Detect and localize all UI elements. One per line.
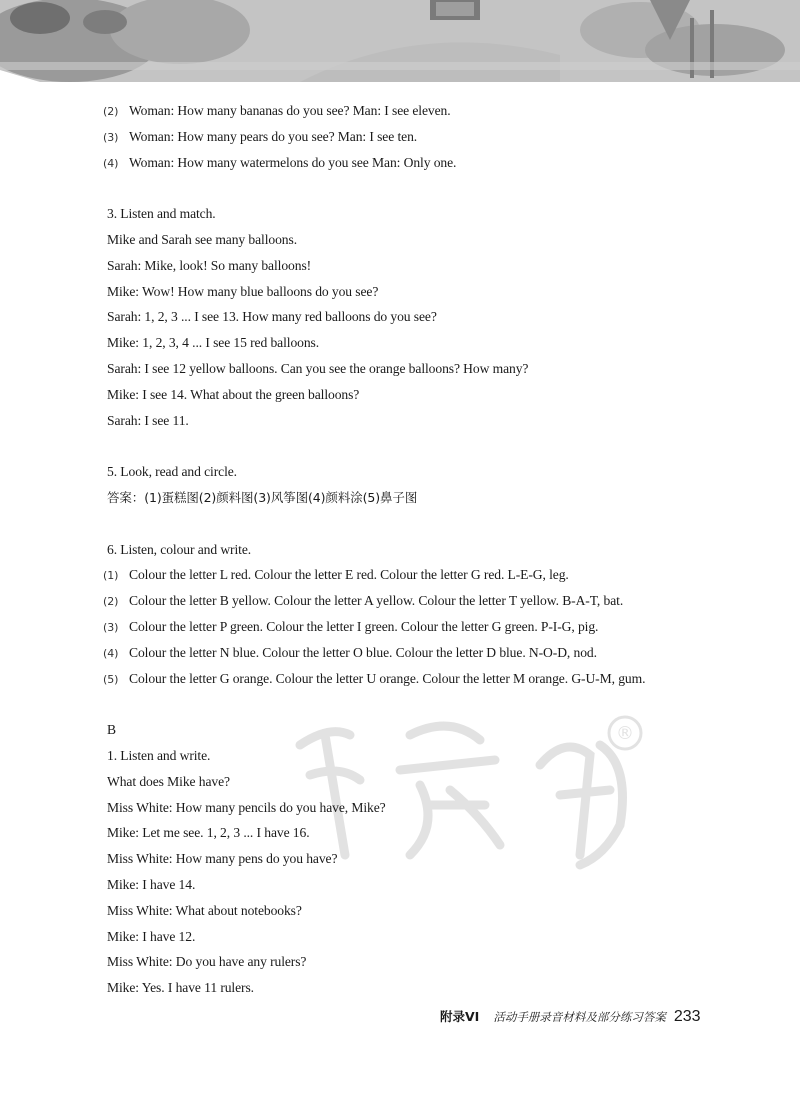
banner-art bbox=[0, 0, 800, 82]
appendix-title: 活动手册录音材料及部分练习答案 bbox=[493, 1010, 666, 1024]
page-content bbox=[103, 98, 747, 1001]
transcript-line: What does Mike have? bbox=[107, 773, 230, 789]
transcript-line bbox=[103, 640, 747, 666]
line-text: Woman: How many watermelons do you see Man: Only one. bbox=[129, 154, 457, 170]
line-text: Colour the letter P green. Colour the letter I green. Colour the letter G green. P-I-G, pig. bbox=[129, 618, 599, 634]
transcript-line bbox=[103, 150, 747, 176]
transcript-line: Miss White: What about notebooks? bbox=[107, 902, 302, 918]
section-3-listen-and-match bbox=[107, 201, 747, 433]
transcript-line bbox=[103, 98, 747, 124]
part-label: B bbox=[107, 722, 116, 738]
item-number: (3) bbox=[103, 130, 119, 144]
transcript-line: Sarah: 1, 2, 3 ... I see 13. How many red balloons do you see? bbox=[107, 309, 437, 325]
page-number: 233 bbox=[673, 1008, 701, 1025]
item-number: (2) bbox=[103, 595, 119, 609]
part-b-section bbox=[107, 717, 747, 1001]
line-text: Colour the letter L red. Colour the letter E red. Colour the letter G red. L-E-G, leg. bbox=[129, 567, 569, 583]
line-text: Colour the letter G orange. Colour the letter U orange. Colour the letter M orange. G-U-M, gum. bbox=[129, 670, 646, 686]
section-heading: 3. Listen and match. bbox=[107, 206, 216, 222]
transcript-line: Mike: I see 14. What about the green balloons? bbox=[107, 386, 360, 402]
appendix-label: 附录VI bbox=[440, 1009, 480, 1024]
transcript-line: Mike: Yes. I have 11 rulers. bbox=[107, 980, 254, 996]
transcript-line: Sarah: Mike, look! So many balloons! bbox=[107, 257, 312, 273]
transcript-line bbox=[103, 124, 747, 150]
listening-transcript-section-2 bbox=[103, 98, 747, 175]
answer-line: 答案：(1)蛋糕图(2)颜料图(3)风筝图(4)颜料涂(5)鼻子图 bbox=[107, 489, 418, 505]
section-6-listen-colour-write bbox=[103, 537, 747, 692]
transcript-line: Miss White: How many pens do you have? bbox=[107, 851, 338, 867]
transcript-line bbox=[103, 562, 747, 588]
page-footer bbox=[440, 1007, 701, 1035]
transcript-line: Mike: Wow! How many blue balloons do you see? bbox=[107, 283, 379, 299]
item-number: (1) bbox=[103, 569, 119, 583]
line-text: Woman: How many pears do you see? Man: I see ten. bbox=[129, 128, 418, 144]
transcript-line: Sarah: I see 12 yellow balloons. Can you see the orange balloons? How many? bbox=[107, 360, 529, 376]
section-heading: 5. Look, read and circle. bbox=[107, 464, 237, 480]
section-heading: 6. Listen, colour and write. bbox=[107, 541, 252, 557]
header-banner-illustration bbox=[0, 0, 800, 82]
item-number: (2) bbox=[103, 105, 119, 118]
transcript-line bbox=[103, 666, 747, 692]
line-text: Colour the letter N blue. Colour the letter O blue. Colour the letter D blue. N-O-D, nod. bbox=[129, 644, 597, 660]
transcript-line bbox=[103, 588, 747, 614]
transcript-line: Mike: I have 12. bbox=[107, 928, 196, 944]
line-text: Colour the letter B yellow. Colour the letter A yellow. Colour the letter T yellow. B-A-T, bat. bbox=[129, 593, 624, 609]
transcript-line: Miss White: Do you have any rulers? bbox=[107, 954, 307, 970]
item-number: (5) bbox=[103, 672, 119, 686]
item-number: (4) bbox=[103, 156, 119, 170]
transcript-line: Miss White: How many pencils do you have, Mike? bbox=[107, 799, 386, 815]
item-number: (3) bbox=[103, 620, 119, 634]
transcript-line: Mike: Let me see. 1, 2, 3 ... I have 16. bbox=[107, 825, 310, 841]
section-5-look-read-circle bbox=[107, 459, 747, 511]
transcript-line: Mike and Sarah see many balloons. bbox=[107, 231, 297, 247]
section-heading: 1. Listen and write. bbox=[107, 747, 211, 763]
transcript-line: Mike: 1, 2, 3, 4 ... I see 15 red balloons. bbox=[107, 335, 320, 351]
transcript-line: Sarah: I see 11. bbox=[107, 412, 189, 428]
item-number: (4) bbox=[103, 646, 119, 660]
registered-mark: ® bbox=[616, 723, 634, 744]
transcript-line: Mike: I have 14. bbox=[107, 876, 196, 892]
line-text: Woman: How many bananas do you see? Man: I see eleven. bbox=[129, 103, 451, 118]
transcript-line bbox=[103, 614, 747, 640]
